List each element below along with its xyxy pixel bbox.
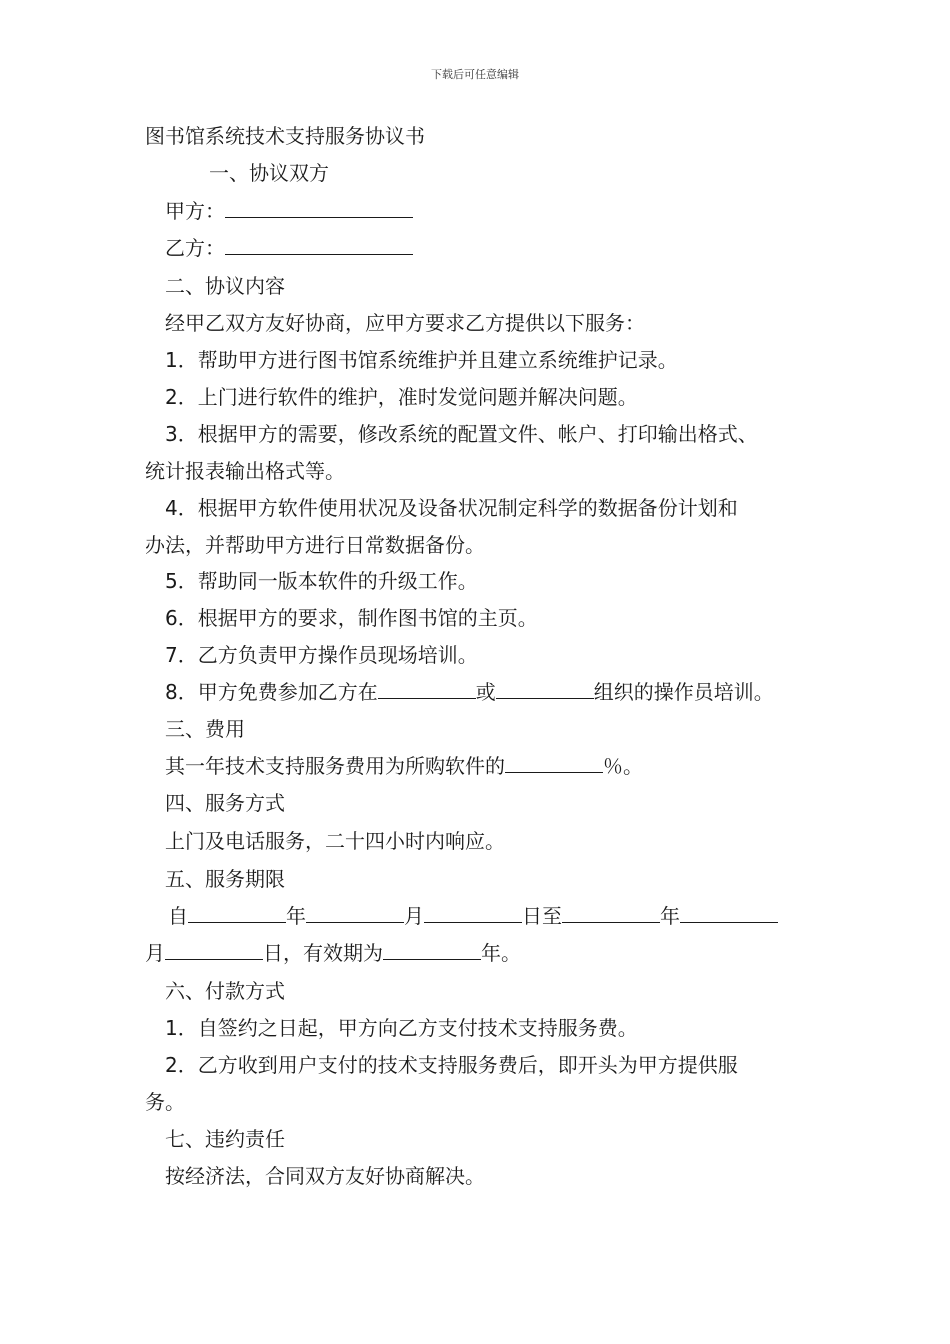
fill-blank bbox=[496, 680, 594, 699]
list-item-continuation: 办法，并帮助甲方进行日常数据备份。 bbox=[145, 533, 485, 557]
section-heading: 五、服务期限 bbox=[165, 867, 285, 891]
party-a-blank bbox=[225, 199, 413, 218]
text: 月 bbox=[145, 941, 165, 965]
fill-blank bbox=[165, 941, 263, 960]
fill-blank bbox=[424, 904, 522, 923]
fill-blank bbox=[680, 904, 778, 923]
period-line-2 bbox=[145, 940, 521, 966]
section-heading: 六、付款方式 bbox=[165, 979, 285, 1003]
text: 月 bbox=[404, 904, 424, 928]
list-item: 1．帮助甲方进行图书馆系统维护并且建立系统维护记录。 bbox=[165, 348, 678, 372]
text: 年。 bbox=[481, 941, 521, 965]
section-heading: 二、协议内容 bbox=[165, 274, 285, 298]
list-item-continuation: 务。 bbox=[145, 1090, 185, 1114]
list-item: 1．自签约之日起，甲方向乙方支付技术支持服务费。 bbox=[165, 1016, 638, 1040]
party-a-line bbox=[165, 198, 413, 224]
text: 年 bbox=[286, 904, 306, 928]
fill-blank bbox=[505, 754, 603, 773]
text: 或 bbox=[475, 680, 496, 704]
page-header: 下载后可任意编辑 bbox=[431, 68, 519, 81]
text: 年 bbox=[660, 904, 680, 928]
party-b-blank bbox=[225, 236, 413, 255]
list-item: 5．帮助同一版本软件的升级工作。 bbox=[165, 569, 478, 593]
fill-blank bbox=[383, 941, 481, 960]
party-b-label: 乙方： bbox=[165, 236, 225, 260]
paragraph: 按经济法，合同双方友好协商解决。 bbox=[165, 1164, 485, 1188]
text: 日，有效期为 bbox=[263, 941, 383, 965]
fill-blank bbox=[188, 904, 286, 923]
list-item: 6．根据甲方的要求，制作图书馆的主页。 bbox=[165, 606, 538, 630]
list-item: 4．根据甲方软件使用状况及设备状况制定科学的数据备份计划和 bbox=[165, 496, 738, 520]
section-heading: 四、服务方式 bbox=[165, 791, 285, 815]
list-item bbox=[165, 679, 774, 705]
list-item: 3．根据甲方的需要，修改系统的配置文件、帐户、打印输出格式、 bbox=[165, 422, 758, 446]
list-item: 7．乙方负责甲方操作员现场培训。 bbox=[165, 643, 478, 667]
paragraph: 上门及电话服务，二十四小时内响应。 bbox=[165, 829, 505, 853]
text: 自 bbox=[168, 904, 188, 928]
text: 其一年技术支持服务费用为所购软件的 bbox=[165, 754, 505, 778]
section-heading: 一、协议双方 bbox=[209, 161, 329, 185]
section-heading: 七、违约责任 bbox=[165, 1127, 285, 1151]
text: ％。 bbox=[603, 754, 643, 778]
party-b-line bbox=[165, 235, 413, 261]
text: 8．甲方免费参加乙方在 bbox=[165, 680, 378, 704]
text: 组织的操作员培训。 bbox=[593, 680, 774, 704]
fill-blank bbox=[378, 680, 476, 699]
list-item: 2．上门进行软件的维护，准时发觉问题并解决问题。 bbox=[165, 385, 638, 409]
text: 日至 bbox=[522, 904, 562, 928]
list-item: 2．乙方收到用户支付的技术支持服务费后，即开头为甲方提供服 bbox=[165, 1053, 738, 1077]
fill-blank bbox=[306, 904, 404, 923]
list-item-continuation: 统计报表输出格式等。 bbox=[145, 459, 345, 483]
fill-blank bbox=[562, 904, 660, 923]
paragraph: 经甲乙双方友好协商，应甲方要求乙方提供以下服务： bbox=[165, 311, 645, 335]
document-title: 图书馆系统技术支持服务协议书 bbox=[145, 124, 425, 148]
paragraph bbox=[165, 753, 643, 779]
party-a-label: 甲方： bbox=[165, 199, 225, 223]
section-heading: 三、费用 bbox=[165, 717, 245, 741]
period-line-1 bbox=[168, 903, 778, 929]
